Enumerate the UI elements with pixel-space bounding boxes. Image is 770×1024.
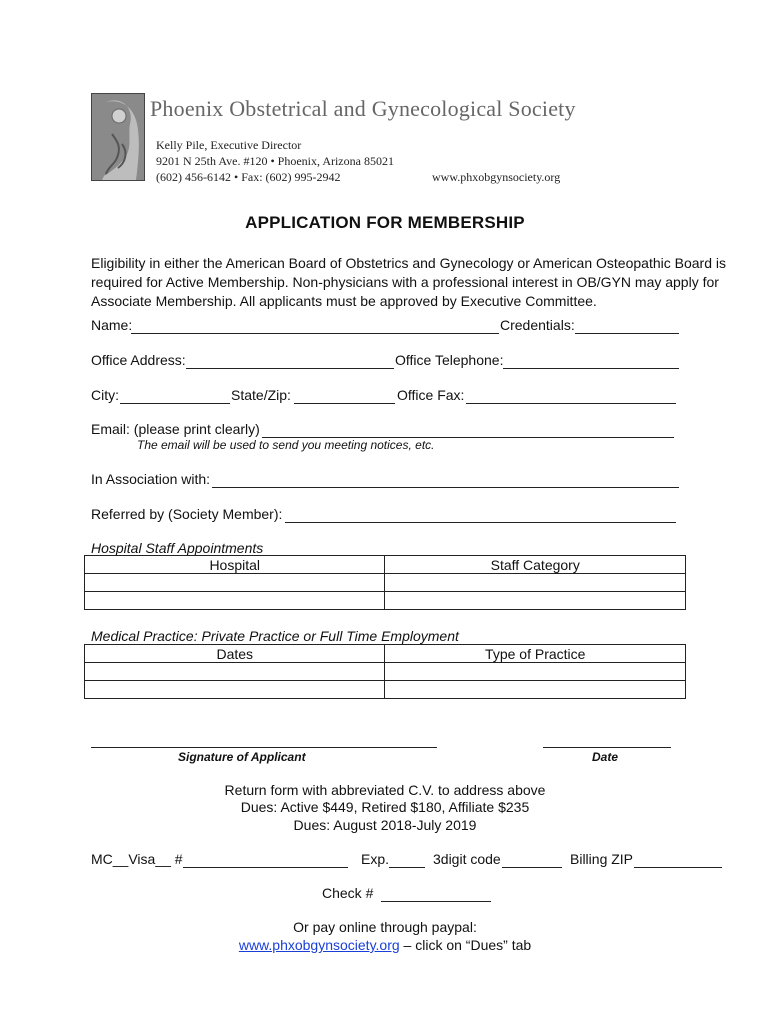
security-code-label: 3digit code [433,851,501,867]
dues-tab-instruction: – click on “Dues” tab [399,937,532,953]
date-label: Date [592,750,619,764]
type-of-practice-cell[interactable] [385,663,686,681]
dates-cell[interactable] [85,681,385,699]
city-label: City: [91,387,119,403]
signature-field[interactable] [91,747,437,748]
state-zip-field[interactable] [294,403,395,404]
staff-category-cell[interactable] [385,592,686,610]
dates-column-header: Dates [85,645,385,663]
hospital-cell[interactable] [85,592,385,610]
practice-table [84,644,686,699]
hospital-table [84,555,686,610]
hospital-cell[interactable] [85,574,385,592]
phone-fax-line: (602) 456-6142 • Fax: (602) 995-2942 [156,170,341,184]
mother-figure-logo-icon [92,94,144,180]
card-type-label: MC__Visa__ # [91,851,183,867]
expiration-field[interactable] [389,867,425,868]
staff-category-column-header: Staff Category [385,556,686,574]
expiration-label: Exp. [361,851,390,867]
association-label: In Association with: [91,471,211,487]
referred-field[interactable] [285,522,676,523]
credentials-field[interactable] [575,333,679,334]
city-field[interactable] [120,403,230,404]
paypal-instructions: Or pay online through paypal: [293,919,477,935]
referred-label: Referred by (Society Member): [91,506,283,522]
check-label: Check # [322,885,374,901]
state-zip-label: State/Zip: [231,387,291,403]
dues-amounts: Dues: Active $449, Retired $180, Affiliate $235 [240,799,530,815]
society-website-link[interactable]: www.phxobgynsociety.org [238,937,400,953]
eligibility-paragraph: Eligibility in either the American Board of Obstetrics and Gynecology or American Osteopathic Board is required for Active Membership. Non-physicians with a professional interest in OB/GYN may apply for Associate Membership. All applicants must be approved by Executive Committee. [91,255,726,309]
paypal-link-line [0,937,770,953]
credentials-label: Credentials: [500,317,575,333]
association-field[interactable] [212,487,679,488]
office-fax-label: Office Fax: [397,387,465,403]
billing-zip-field[interactable] [634,867,722,868]
address-line: 9201 N 25th Ave. #120 • Phoenix, Arizona 85021 [156,154,394,168]
hospital-column-header: Hospital [85,556,385,574]
return-instructions: Return form with abbreviated C.V. to address above [224,782,546,798]
director-line: Kelly Pile, Executive Director [156,138,302,152]
dates-cell[interactable] [85,663,385,681]
staff-category-cell[interactable] [385,574,686,592]
office-fax-field[interactable] [466,403,676,404]
signature-label: Signature of Applicant [178,750,306,764]
check-number-field[interactable] [381,901,491,902]
email-note: The email will be used to send you meeting notices, etc. [137,438,435,452]
type-of-practice-cell[interactable] [385,681,686,699]
billing-zip-label: Billing ZIP [570,851,634,867]
hospital-section-caption: Hospital Staff Appointments [91,540,264,556]
name-field[interactable] [131,333,499,334]
security-code-field[interactable] [502,867,562,868]
email-label: Email: (please print clearly) [91,421,260,437]
practice-section-caption: Medical Practice: Private Practice or Full Time Employment [91,628,459,644]
office-address-label: Office Address: [91,352,186,368]
website-text: www.phxobgynsociety.org [432,170,561,184]
page-title: APPLICATION FOR MEMBERSHIP [245,213,525,232]
card-number-field[interactable] [183,867,348,868]
office-telephone-field[interactable] [503,368,679,369]
office-address-field[interactable] [186,368,394,369]
date-field[interactable] [543,747,671,748]
type-of-practice-column-header: Type of Practice [385,645,686,663]
society-logo [91,93,145,181]
office-telephone-label: Office Telephone: [395,352,504,368]
organization-name: Phoenix Obstetrical and Gynecological Society [150,96,576,121]
name-label: Name: [91,317,133,333]
dues-period: Dues: August 2018-July 2019 [293,817,477,833]
